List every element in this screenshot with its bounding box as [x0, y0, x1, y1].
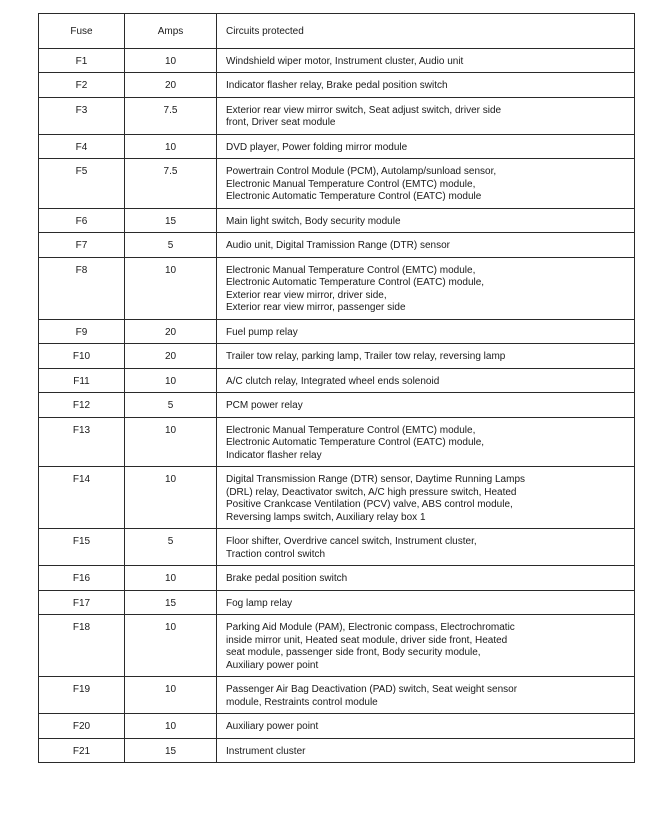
fuse-cell: F14: [39, 467, 125, 529]
amps-cell: 15: [125, 590, 217, 615]
circuits-cell: [217, 677, 635, 714]
fuse-cell: F2: [39, 73, 125, 98]
circuits-cell: [217, 208, 635, 233]
circuits-line: Electronic Automatic Temperature Control (EATC) module,: [226, 437, 485, 448]
amps-cell: 10: [125, 417, 217, 467]
circuits-line: Powertrain Control Module (PCM), Autolamp/sunload sensor,: [226, 166, 497, 177]
fuse-cell: F20: [39, 714, 125, 739]
table-row: [39, 566, 635, 591]
table-row: [39, 393, 635, 418]
circuits-cell: [217, 344, 635, 369]
circuits-cell: [217, 159, 635, 209]
circuits-line: Fog lamp relay: [226, 597, 293, 609]
circuits-line: Audio unit, Digital Tramission Range (DTR) sensor: [226, 240, 450, 251]
circuits-line: Traction control switch: [226, 548, 326, 560]
table-row: [39, 677, 635, 714]
circuits-line: front, Driver seat module: [226, 117, 336, 128]
fuse-cell: F12: [39, 393, 125, 418]
amps-cell: 10: [125, 257, 217, 319]
circuits-cell: [217, 615, 635, 677]
circuits-cell: [217, 368, 635, 393]
circuits-line: Main light switch, Body security module: [226, 215, 401, 227]
table-row: [39, 257, 635, 319]
circuits-line: Instrument cluster: [226, 745, 306, 757]
circuits-line: seat module, passenger side front, Body security module,: [226, 647, 481, 658]
amps-cell: 10: [125, 566, 217, 591]
amps-cell: 7.5: [125, 97, 217, 134]
circuits-line: Electronic Automatic Temperature Control (EATC) module,: [226, 277, 485, 288]
fuse-cell: F15: [39, 529, 125, 566]
circuits-line: Reversing lamps switch, Auxiliary relay box 1: [226, 511, 426, 523]
header-circuits: Circuits protected: [217, 14, 635, 49]
amps-cell: 10: [125, 467, 217, 529]
circuits-line: Auxiliary power point: [226, 721, 319, 732]
fuse-cell: F13: [39, 417, 125, 467]
circuits-line: Windshield wiper motor, Instrument cluster, Audio unit: [226, 55, 464, 67]
circuits-line: Positive Crankcase Ventilation (PCV) valve, ABS control module,: [226, 499, 513, 510]
amps-cell: 15: [125, 738, 217, 763]
circuits-line: Fuel pump relay: [226, 326, 298, 338]
circuits-cell: [217, 714, 635, 739]
amps-cell: 5: [125, 393, 217, 418]
circuits-cell: [217, 467, 635, 529]
circuits-line: Indicator flasher relay: [226, 449, 322, 461]
circuits-line: Electronic Manual Temperature Control (EMTC) module,: [226, 424, 476, 436]
circuits-line: inside mirror unit, Heated seat module, driver side front, Heated: [226, 634, 508, 646]
circuits-cell: [217, 233, 635, 258]
table-row: [39, 714, 635, 739]
circuits-cell: [217, 417, 635, 467]
circuits-cell: [217, 134, 635, 159]
table-header-row: [39, 14, 635, 49]
fuse-cell: F11: [39, 368, 125, 393]
table-row: [39, 319, 635, 344]
fuse-cell: F8: [39, 257, 125, 319]
fuse-cell: F7: [39, 233, 125, 258]
table-row: [39, 48, 635, 73]
circuits-line: Exterior rear view mirror, passenger side: [226, 302, 406, 313]
circuits-line: Trailer tow relay, parking lamp, Trailer tow relay, reversing lamp: [226, 351, 506, 362]
fuse-cell: F4: [39, 134, 125, 159]
table-row: [39, 529, 635, 566]
amps-cell: 10: [125, 714, 217, 739]
amps-cell: 7.5: [125, 159, 217, 209]
circuits-cell: [217, 257, 635, 319]
table-row: [39, 467, 635, 529]
circuits-cell: [217, 738, 635, 763]
fuse-cell: F6: [39, 208, 125, 233]
fuse-cell: F1: [39, 48, 125, 73]
circuits-line: Floor shifter, Overdrive cancel switch, Instrument cluster,: [226, 536, 477, 547]
table-row: [39, 615, 635, 677]
fuse-cell: F16: [39, 566, 125, 591]
fuse-cell: F10: [39, 344, 125, 369]
table-body: [39, 48, 635, 763]
amps-cell: 5: [125, 529, 217, 566]
circuits-line: PCM power relay: [226, 400, 303, 411]
fuse-cell: F19: [39, 677, 125, 714]
circuits-line: Digital Transmission Range (DTR) sensor, Daytime Running Lamps: [226, 474, 526, 485]
circuits-cell: [217, 73, 635, 98]
table-row: [39, 159, 635, 209]
circuits-line: Brake pedal position switch: [226, 573, 348, 584]
circuits-line: Parking Aid Module (PAM), Electronic compass, Electrochromatic: [226, 622, 515, 633]
circuits-line: (DRL) relay, Deactivator switch, A/C high pressure switch, Heated: [226, 486, 517, 498]
table-row: [39, 738, 635, 763]
amps-cell: 10: [125, 368, 217, 393]
circuits-line: DVD player, Power folding mirror module: [226, 141, 408, 153]
amps-cell: 15: [125, 208, 217, 233]
amps-cell: 5: [125, 233, 217, 258]
fuse-table: [38, 13, 635, 763]
table-row: [39, 97, 635, 134]
amps-cell: 20: [125, 319, 217, 344]
amps-cell: 10: [125, 677, 217, 714]
amps-cell: 20: [125, 73, 217, 98]
fuse-cell: F21: [39, 738, 125, 763]
amps-cell: 10: [125, 48, 217, 73]
fuse-cell: F3: [39, 97, 125, 134]
header-amps: Amps: [125, 14, 217, 49]
circuits-line: Electronic Automatic Temperature Control (EATC) module: [226, 191, 482, 202]
table-row: [39, 417, 635, 467]
circuits-line: module, Restraints control module: [226, 696, 378, 708]
fuse-cell: F18: [39, 615, 125, 677]
circuits-line: Passenger Air Bag Deactivation (PAD) switch, Seat weight sensor: [226, 684, 518, 695]
table-row: [39, 233, 635, 258]
fuse-cell: F9: [39, 319, 125, 344]
amps-cell: 10: [125, 134, 217, 159]
circuits-cell: [217, 566, 635, 591]
circuits-line: Auxiliary power point: [226, 659, 319, 671]
circuits-cell: [217, 97, 635, 134]
circuits-line: A/C clutch relay, Integrated wheel ends solenoid: [226, 375, 440, 387]
circuits-cell: [217, 590, 635, 615]
table-row: [39, 73, 635, 98]
table-row: [39, 134, 635, 159]
circuits-line: Indicator flasher relay, Brake pedal position switch: [226, 80, 448, 91]
amps-cell: 10: [125, 615, 217, 677]
amps-cell: 20: [125, 344, 217, 369]
header-fuse: Fuse: [39, 14, 125, 49]
circuits-line: Electronic Manual Temperature Control (EMTC) module,: [226, 264, 476, 276]
circuits-line: Electronic Manual Temperature Control (EMTC) module,: [226, 178, 476, 190]
fuse-cell: F17: [39, 590, 125, 615]
table-row: [39, 368, 635, 393]
table-row: [39, 590, 635, 615]
fuse-cell: F5: [39, 159, 125, 209]
circuits-line: Exterior rear view mirror switch, Seat adjust switch, driver side: [226, 104, 502, 116]
circuits-cell: [217, 393, 635, 418]
circuits-cell: [217, 319, 635, 344]
table-row: [39, 208, 635, 233]
circuits-cell: [217, 48, 635, 73]
circuits-line: Exterior rear view mirror, driver side,: [226, 289, 387, 301]
circuits-cell: [217, 529, 635, 566]
fuse-table-document: [38, 13, 634, 763]
table-row: [39, 344, 635, 369]
